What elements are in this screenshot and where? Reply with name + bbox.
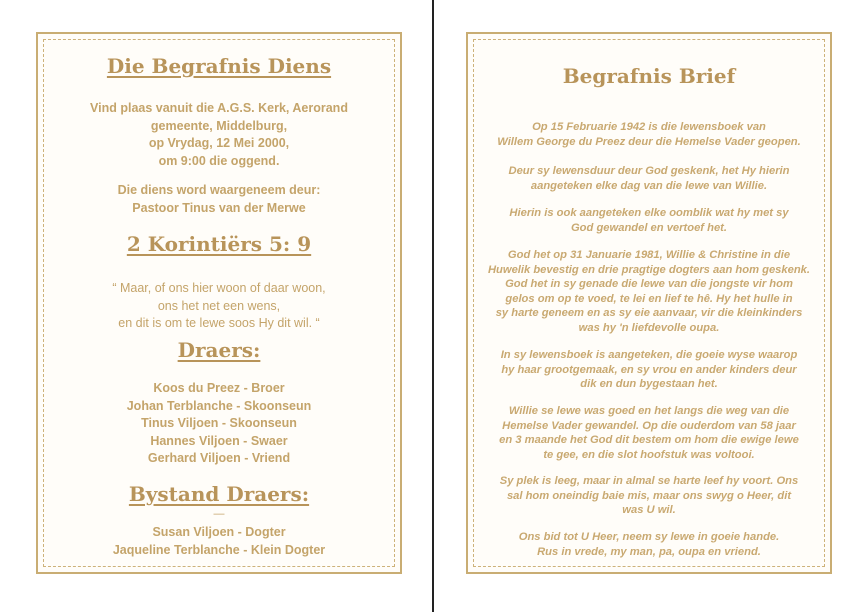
letter-line: aangeteken elke dag van die lewe van Willie. (530, 179, 768, 192)
list-item: Jaqueline Terblanche - Klein Dogter (112, 542, 326, 557)
list-item: Gerhard Viljoen - Vriend (147, 451, 291, 465)
scripture-reference: 2 Korintiërs 5: 9 (126, 232, 312, 256)
list-item: Johan Terblanche - Skoonseun (126, 398, 312, 413)
letter-line: God gewandel en vertoef het. (570, 221, 728, 234)
service-line: op Vrydag, 12 Mei 2000, (148, 136, 290, 150)
letter-line: Rus in vrede, my man, pa, oupa en vriend. (537, 545, 761, 558)
letter-line: was hy 'n liefdevolle oupa. (578, 321, 720, 334)
letter-paragraph (484, 474, 814, 518)
quote-line: ons het net een wens, (157, 298, 281, 313)
letter-line: Op 15 Februarie 1942 is die lewensboek van (532, 121, 766, 133)
pallbearers-heading: Draers: (177, 338, 261, 362)
service-panel (36, 32, 402, 574)
letter-line: Willie se lewe was goed en het langs die weg van die (508, 405, 790, 417)
letter-line: Sy plek is leeg, maar in almal se harte leef hy voort. Ons (499, 475, 799, 487)
pallbearers-list (38, 380, 400, 468)
letter-line: was U wil. (622, 504, 676, 517)
letter-content (468, 34, 830, 572)
letter-line: Hemelse Vader gewandel. Op die ouderdom van 58 jaar (502, 419, 796, 432)
scripture-quote (38, 280, 400, 333)
officiant-line: Pastoor Tinus van der Merwe (132, 200, 306, 215)
letter-title: Begrafnis Brief (562, 64, 736, 88)
officiant-details (38, 182, 400, 217)
list-item: Koos du Preez - Broer (153, 381, 285, 395)
service-title: Die Begrafnis Diens (106, 54, 332, 78)
letter-paragraph (484, 530, 814, 559)
letter-line: te gee, en die slot hoofstuk was voltooi. (543, 448, 755, 461)
letter-line: gelos om op te voed, te lei en lief te hê. Hy het hulle in (505, 292, 793, 305)
letter-line: Willem George du Preez deur die Hemelse Vader geopen. (497, 135, 801, 148)
letter-line: God het in sy genade die lewe van die jongste vir hom (505, 278, 793, 291)
letter-panel (466, 32, 832, 574)
service-content (38, 34, 400, 572)
letter-line: In sy lewensboek is aangeteken, die goeie wyse waarop (500, 349, 798, 361)
letter-line: Ons bid tot U Heer, neem sy lewe in goeie hande. (518, 531, 780, 543)
letter-line: Hierin is ook aangeteken elke oomblik wat hy met sy (509, 207, 789, 219)
service-line: om 9:00 die oggend. (158, 153, 280, 168)
letter-paragraph (484, 348, 814, 392)
letter-line: hy haar grootgemaak, en sy vrou en ander kinders deur (501, 363, 797, 376)
letter-line: Deur sy lewensduur deur God geskenk, het Hy hierin (508, 165, 790, 177)
letter-paragraph (484, 206, 814, 235)
letter-line: sy harte geneem en as sy eie aanvaar, vir die kleinkinders (495, 307, 803, 320)
service-line: gemeente, Middelburg, (150, 118, 288, 133)
list-item: Tinus Viljoen - Skoonseun (141, 416, 297, 430)
letter-line: Huwelik bevestig en drie pragtige dogters aan hom geskenk. (487, 263, 811, 276)
assistant-pallbearers-list (38, 524, 400, 559)
quote-line: “ Maar, of ons hier woon of daar woon, (112, 281, 326, 295)
service-line: Vind plaas vanuit die A.G.S. Kerk, Aerorand (90, 101, 348, 115)
letter-line: God het op 31 Januarie 1981, Willie & Christine in die (507, 249, 791, 261)
page-fold-divider (432, 0, 434, 612)
letter-line: dik en dun bygestaan het. (580, 378, 718, 391)
service-details (38, 100, 400, 170)
list-item: Hannes Viljoen - Swaer (150, 433, 288, 448)
list-item: Susan Viljoen - Dogter (152, 525, 286, 539)
letter-line: en 3 maande het God dit bestem om hom die ewige lewe (499, 434, 799, 447)
quote-line: en dit is om te lewe soos Hy dit wil. “ (118, 316, 320, 330)
letter-paragraph (484, 404, 814, 462)
letter-line: sal hom oneindig baie mis, maar ons swyg o Heer, dit (506, 489, 792, 502)
separator-dash: — (213, 508, 225, 520)
officiant-line: Die diens word waargeneem deur: (117, 183, 321, 197)
letter-paragraph (484, 248, 814, 336)
assistant-pallbearers-heading: Bystand Draers: (128, 482, 310, 506)
letter-paragraph (484, 120, 814, 149)
letter-paragraph (484, 164, 814, 193)
